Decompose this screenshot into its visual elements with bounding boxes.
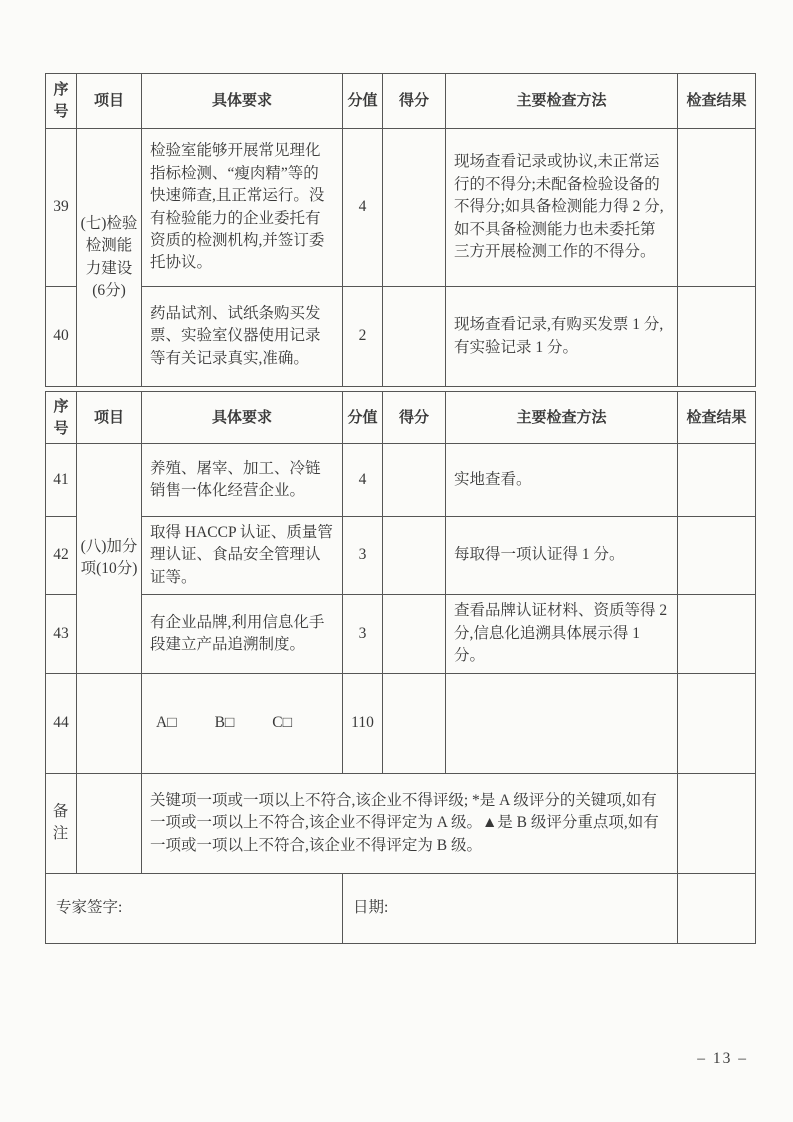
row-44-grade-options xyxy=(142,673,343,773)
row-39-requirement: 检验室能够开展常见理化指标检测、“瘦肉精”等的快速筛查,且正常运行。没有检验能力的企业委托有资质的检测机构,并签订委托协议。 xyxy=(142,129,343,287)
row-40-no: 40 xyxy=(46,287,77,387)
grade-option-a-checkbox: A□ xyxy=(156,714,177,732)
row-43-no: 43 xyxy=(46,595,77,673)
remark-result-cell xyxy=(678,773,756,873)
remark-label-cell: 备注 xyxy=(46,773,77,873)
section-8-item-cell: (八)加分项(10分) xyxy=(77,444,142,674)
table-header-row-1 xyxy=(46,74,756,129)
header2-col-no: 序号 xyxy=(46,392,77,444)
row-39-score-cell xyxy=(383,129,446,287)
header-col-item: 项目 xyxy=(77,74,142,129)
table-row-41 xyxy=(46,444,756,517)
header2-col-score: 得分 xyxy=(383,392,446,444)
row-40-requirement: 药品试剂、试纸条购买发票、实验室仪器使用记录等有关记录真实,准确。 xyxy=(142,287,343,387)
row-41-no: 41 xyxy=(46,444,77,517)
row-42-score-cell xyxy=(383,517,446,595)
date-label: 日期: xyxy=(343,873,678,943)
header2-col-points: 分值 xyxy=(343,392,383,444)
row-42-points: 3 xyxy=(343,517,383,595)
header2-col-method: 主要检查方法 xyxy=(446,392,678,444)
row-41-requirement: 养殖、屠宰、加工、冷链销售一体化经营企业。 xyxy=(142,444,343,517)
row-42-no: 42 xyxy=(46,517,77,595)
row-39-result-cell xyxy=(678,129,756,287)
row-44-method-cell xyxy=(446,673,678,773)
row-42-requirement: 取得 HACCP 认证、质量管理认证、食品安全管理认证等。 xyxy=(142,517,343,595)
header-col-requirement: 具体要求 xyxy=(142,74,343,129)
header2-col-requirement: 具体要求 xyxy=(142,392,343,444)
row-39-method: 现场查看记录或协议,未正常运行的不得分;未配备检验设备的不得分;如具备检测能力得 2 分,如不具备检测能力也未委托第三方开展检测工作的不得分。 xyxy=(446,129,678,287)
row-44-points: 110 xyxy=(343,673,383,773)
table-header-row-2 xyxy=(46,392,756,444)
row-40-method: 现场查看记录,有购买发票 1 分,有实验记录 1 分。 xyxy=(446,287,678,387)
row-43-result-cell xyxy=(678,595,756,673)
row-44-score-cell xyxy=(383,673,446,773)
table-row-43 xyxy=(46,595,756,673)
header-col-score: 得分 xyxy=(383,74,446,129)
signature-row xyxy=(46,873,756,943)
section-7-item-cell: (七)检验检测能力建设(6分) xyxy=(77,129,142,387)
row-42-result-cell xyxy=(678,517,756,595)
table-row-39 xyxy=(46,129,756,287)
row-44-result-cell xyxy=(678,673,756,773)
row-39-no: 39 xyxy=(46,129,77,287)
header2-col-result: 检查结果 xyxy=(678,392,756,444)
scoring-table-section-8 xyxy=(45,391,756,944)
header-col-method: 主要检查方法 xyxy=(446,74,678,129)
header2-col-item: 项目 xyxy=(77,392,142,444)
row-42-method: 每取得一项认证得 1 分。 xyxy=(446,517,678,595)
page-number: – 13 – xyxy=(697,1050,748,1067)
row-44-no: 44 xyxy=(46,673,77,773)
row-41-score-cell xyxy=(383,444,446,517)
remark-text-cell: 关键项一项或一项以上不符合,该企业不得评级; *是 A 级评分的关键项,如有一项或一项以上不符合,该企业不得评定为 A 级。▲是 B 级评分重点项,如有一项或一项以上不符合,该企业不得评定为 B 级。 xyxy=(142,773,678,873)
row-41-method: 实地查看。 xyxy=(446,444,678,517)
row-43-score-cell xyxy=(383,595,446,673)
expert-signature-label: 专家签字: xyxy=(46,873,343,943)
table-row-40 xyxy=(46,287,756,387)
signature-result-cell xyxy=(678,873,756,943)
header-col-points: 分值 xyxy=(343,74,383,129)
header-col-no: 序号 xyxy=(46,74,77,129)
row-40-points: 2 xyxy=(343,287,383,387)
row-43-requirement: 有企业品牌,利用信息化手段建立产品追溯制度。 xyxy=(142,595,343,673)
row-39-points: 4 xyxy=(343,129,383,287)
scoring-table-section-7 xyxy=(45,73,756,387)
remark-row xyxy=(46,773,756,873)
row-41-result-cell xyxy=(678,444,756,517)
row-40-result-cell xyxy=(678,287,756,387)
row-43-points: 3 xyxy=(343,595,383,673)
row-43-method: 查看品牌认证材料、资质等得 2 分,信息化追溯具体展示得 1 分。 xyxy=(446,595,678,673)
grade-option-b-checkbox: B□ xyxy=(214,714,235,732)
table-row-44 xyxy=(46,673,756,773)
grade-option-c-checkbox: C□ xyxy=(272,714,292,732)
row-41-points: 4 xyxy=(343,444,383,517)
table-row-42 xyxy=(46,517,756,595)
header-col-result: 检查结果 xyxy=(678,74,756,129)
remark-empty-item-cell xyxy=(77,773,142,873)
row-40-score-cell xyxy=(383,287,446,387)
row-44-item-cell xyxy=(77,673,142,773)
